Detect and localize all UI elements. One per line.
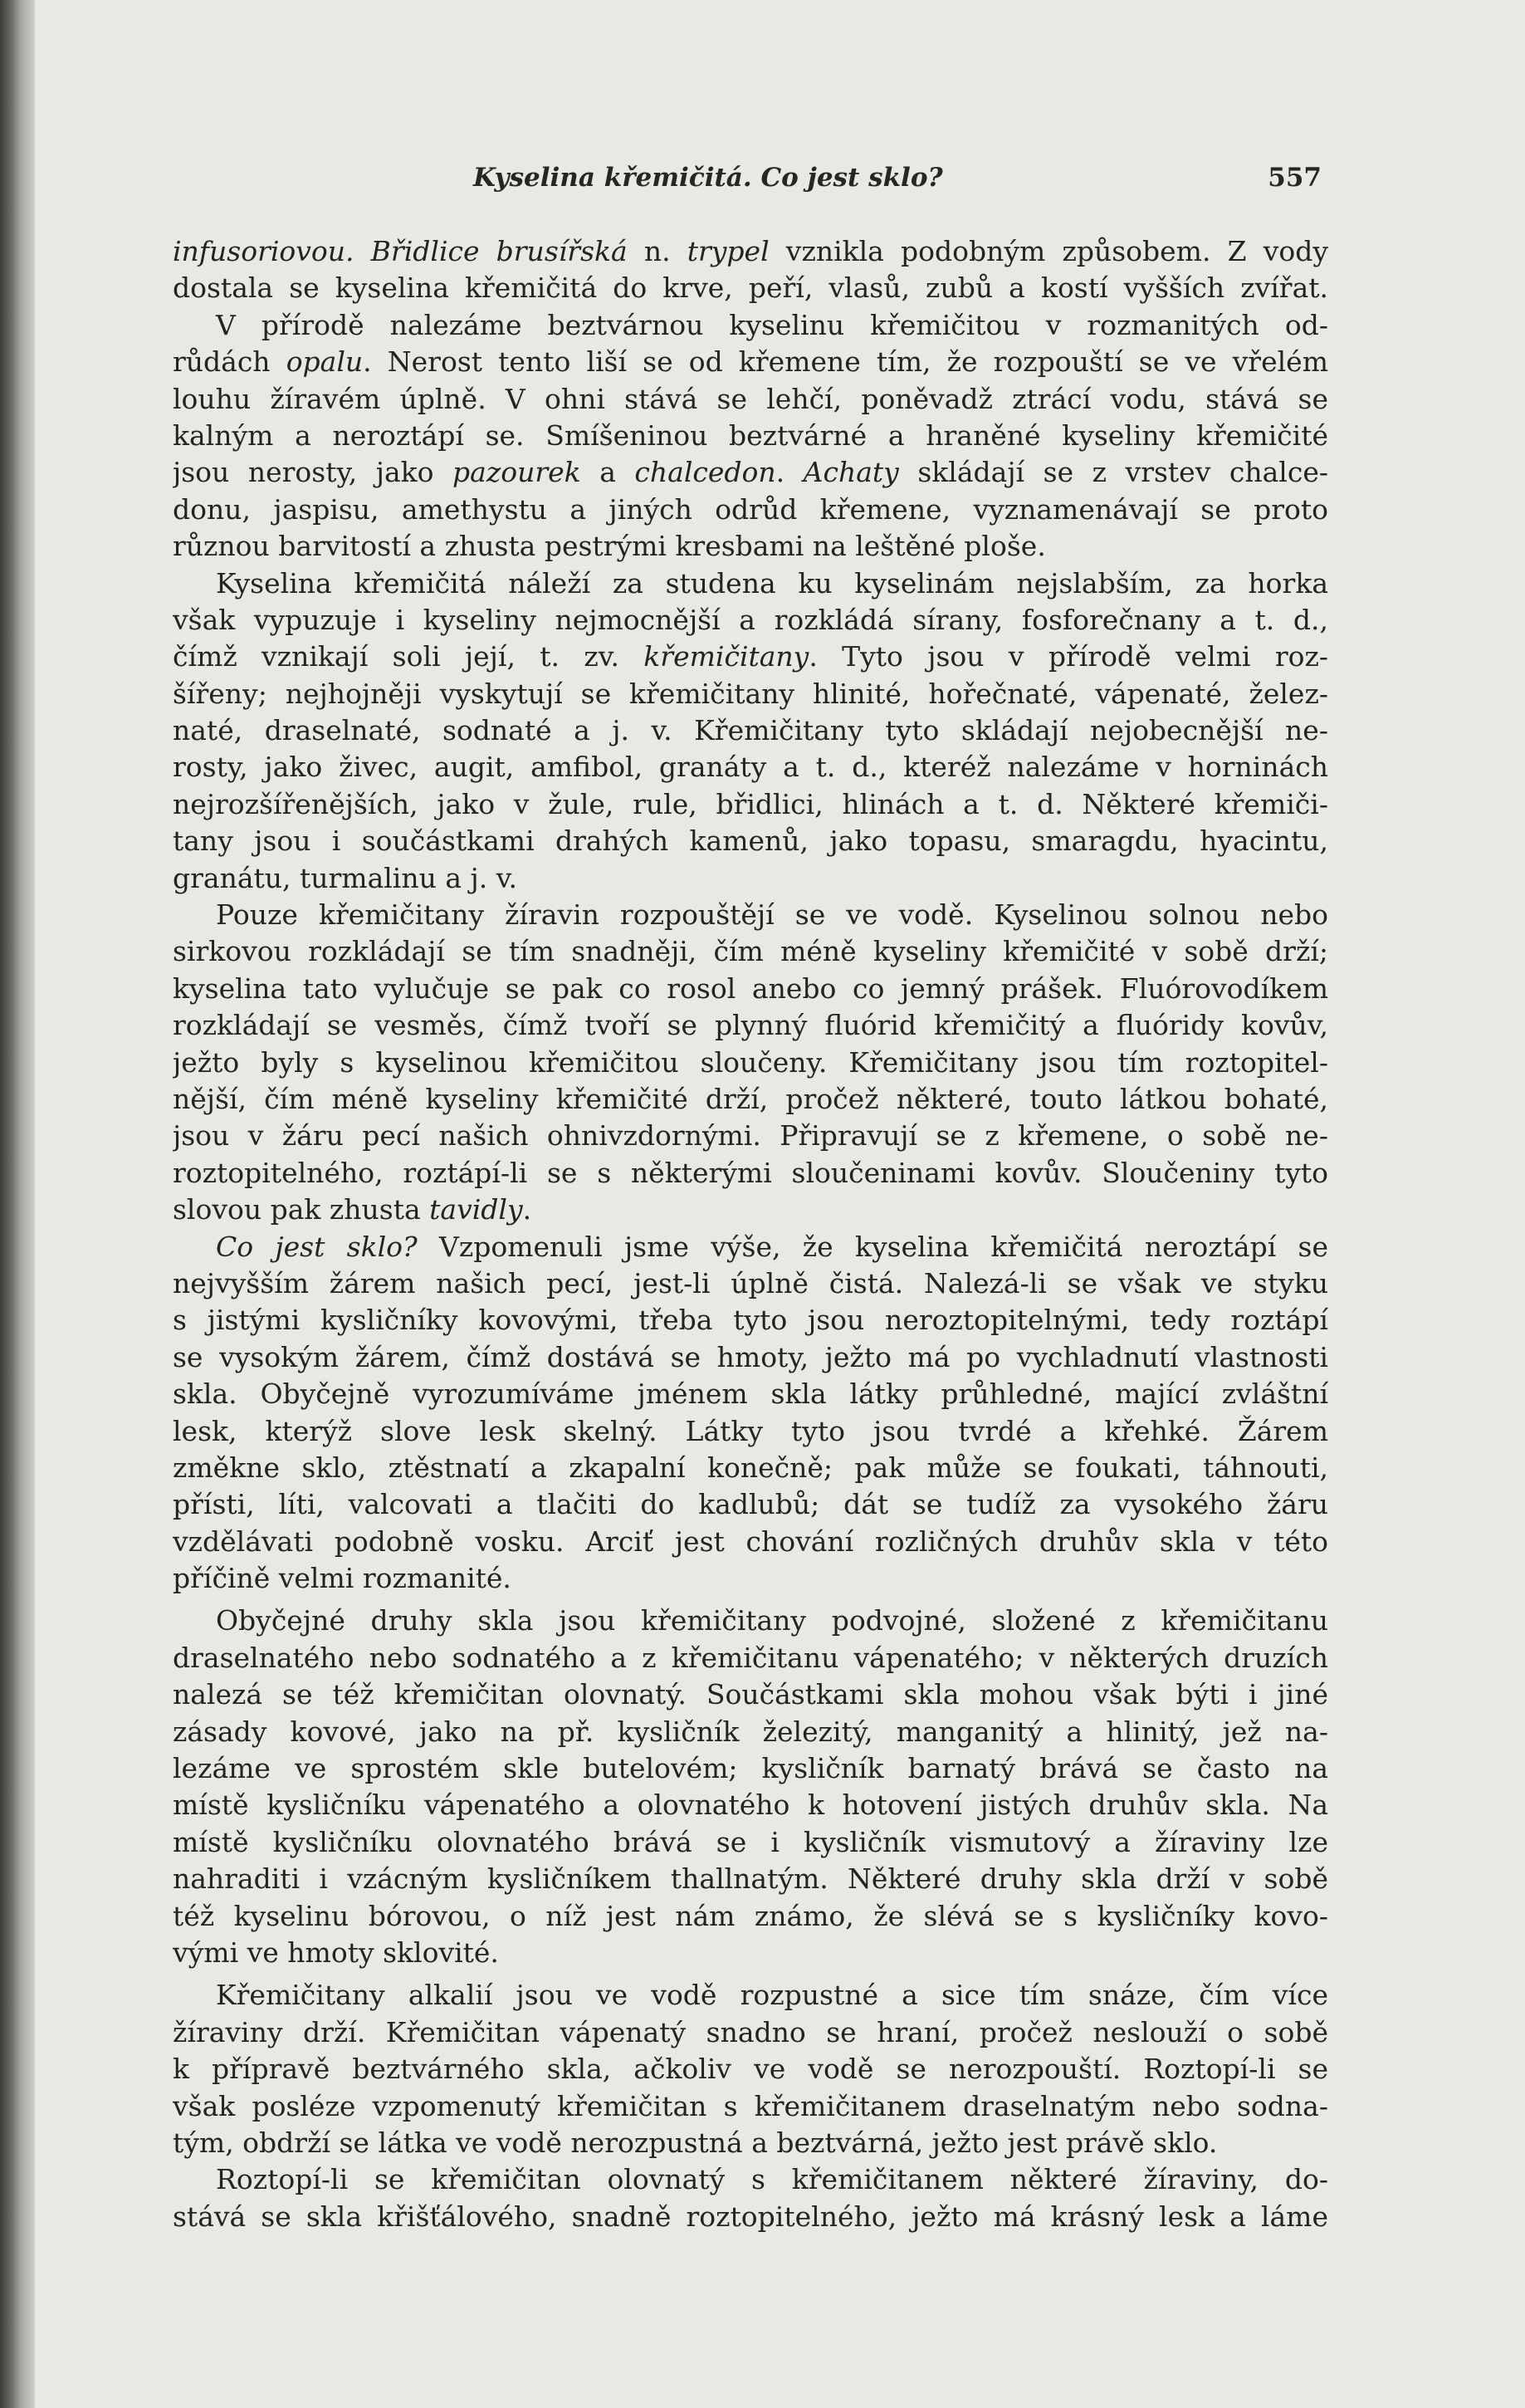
text-line: donu, jaspisu, amethystu a jiných odrůd křemene, vyznamenávají se proto — [173, 492, 1328, 526]
text-line: Pouze křemičitany žíravin rozpouštějí se ve vodě. Kyselinou solnou nebo — [216, 898, 1328, 932]
page-header — [473, 158, 1322, 198]
text-line: příčině velmi rozmanité. — [173, 1562, 511, 1595]
text-line: louhu žíravém úplně. V ohni stává se lehčí, poněvadž ztrácí vodu, stává se — [173, 382, 1328, 415]
text-line: vzdělávati podobně vosku. Arciť jest chování rozličných druhův skla v této — [173, 1525, 1328, 1558]
text-line: též kyselinu bórovou, o níž jest nám známo, že slévá se s kysličníky kovo- — [173, 1899, 1328, 1932]
text-line: lezáme ve sprostém skle butelovém; kysličník barnatý brává se často na — [173, 1752, 1328, 1785]
text-line: naté, draselnaté, sodnaté a j. v. Křemičitany tyto skládají nejobecnější ne- — [173, 714, 1328, 747]
page-number: 557 — [1268, 163, 1322, 193]
text-line: čímž vznikají soli její, t. zv. křemičitany. Tyto jsou v přírodě velmi roz- — [173, 640, 1328, 673]
text-line: tým, obdrží se látka ve vodě nerozpustná a beztvárná, ježto jest právě sklo. — [173, 2126, 1218, 2159]
text-line: místě kysličníku olovnatého brává se i kysličník vismutový a žíraviny lze — [173, 1825, 1328, 1858]
text-line: přísti, líti, valcovati a tlačiti do kadlubů; dát se tudíž za vysokého žáru — [173, 1488, 1328, 1521]
text-line: sirkovou rozkládají se tím snadněji, čím méně kyseliny křemičité v sobě drží; — [173, 935, 1328, 968]
text-line: skla. Obyčejně vyrozumíváme jménem skla látky průhledné, mající zvláštní — [173, 1378, 1328, 1411]
text-line: lesk, kterýž slove lesk skelný. Látky tyto jsou tvrdé a křehké. Žárem — [173, 1414, 1328, 1447]
text-line: V přírodě nalezáme beztvárnou kyselinu křemičitou v rozmanitých od- — [216, 308, 1328, 341]
text-line: rosty, jako živec, augit, amfibol, granáty a t. d., kteréž nalezáme v horninách — [173, 751, 1328, 784]
text-line: ježto byly s kyselinou křemičitou sloučeny. Křemičitany jsou tím roztopitel- — [173, 1045, 1328, 1079]
text-line: šířeny; nejhojněji vyskytují se křemičitany hlinité, hořečnaté, vápenaté, želez- — [173, 677, 1328, 710]
text-line: roztopitelného, roztápí-li se s některými sloučeninami kovův. Sloučeniny tyto — [173, 1156, 1328, 1189]
paragraph-1 — [173, 233, 1328, 307]
text-line: Obyčejné druhy skla jsou křemičitany podvojné, složené z křemičitanu — [216, 1604, 1328, 1637]
paragraph-8 — [173, 2161, 1328, 2235]
text-line: infusoriovou. Břidlice brusířská n. trypel vznikla podobným způsobem. Z vody — [173, 235, 1328, 267]
text-line: změkne sklo, ztěstnatí a zkapalní konečně; pak může se foukati, táhnouti, — [173, 1451, 1328, 1484]
paragraph-2 — [173, 307, 1328, 565]
paragraph-6 — [173, 1603, 1328, 1971]
text-line: nější, čím méně kyseliny křemičité drží, pročež některé, touto látkou bohaté, — [173, 1082, 1328, 1115]
text-line: však vypuzuje i kyseliny nejmocnější a rozkládá sírany, fosforečnany a t. d., — [173, 603, 1328, 636]
text-line: nalezá se též křemičitan olovnatý. Součástkami skla mohou však býti i jiné — [173, 1678, 1328, 1711]
text-line: Křemičitany alkalií jsou ve vodě rozpustné a sice tím snáze, čím více — [216, 1979, 1328, 2012]
paragraph-5 — [173, 1229, 1328, 1598]
text-line: však posléze vzpomenutý křemičitan s křemičitanem draselnatým nebo sodna- — [173, 2089, 1328, 2122]
text-line: dostala se kyselina křemičitá do krve, peří, vlasů, zubů a kostí vyšších zvířat. — [173, 272, 1328, 305]
text-line: stává se skla křišťálového, snadně roztopitelného, ježto má krásný lesk a láme — [173, 2200, 1328, 2233]
text-line: kyselina tato vylučuje se pak co rosol anebo co jemný prášek. Fluórovodíkem — [173, 972, 1328, 1005]
text-line: Kyselina křemičitá náleží za studena ku kyselinám nejslabším, za horka — [216, 566, 1328, 600]
text-line: Co jest sklo? Vzpomenuli jsme výše, že kyselina křemičitá neroztápí se — [216, 1230, 1328, 1263]
text-line: granátu, turmalinu a j. v. — [173, 861, 517, 894]
paragraph-4 — [173, 897, 1328, 1229]
text-line: nahraditi i vzácným kysličníkem thallnatým. Některé druhy skla drží v sobě — [173, 1862, 1328, 1896]
book-page — [35, 0, 1525, 2408]
text-line: nejvyšším žárem našich pecí, jest-li úplně čistá. Nalezá-li se však ve styku — [173, 1266, 1328, 1299]
text-line: vými ve hmoty sklovité. — [173, 1936, 499, 1969]
text-line: s jistými kysličníky kovovými, třeba tyto jsou neroztopitelnými, tedy roztápí — [173, 1304, 1328, 1337]
text-line: rozkládají se vesměs, čímž tvoří se plynný fluórid křemičitý a fluóridy kovův, — [173, 1009, 1328, 1042]
text-line: slovou pak zhusta tavidly. — [173, 1193, 532, 1226]
text-line: k přípravě beztvárného skla, ačkoliv ve vodě se nerozpouští. Roztopí-li se — [173, 2053, 1328, 2086]
text-line: Roztopí-li se křemičitan olovnatý s křemičitanem některé žíraviny, do- — [216, 2163, 1328, 2196]
text-line: žíraviny drží. Křemičitan vápenatý snadno se hraní, pročež neslouží o sobě — [173, 2015, 1328, 2048]
text-line: zásady kovové, jako na př. kysličník železitý, manganitý a hlinitý, jež na- — [173, 1715, 1328, 1748]
text-body — [173, 233, 1328, 2235]
text-line: jsou nerosty, jako pazourek a chalcedon. Achaty skládají se z vrstev chalce- — [173, 456, 1328, 489]
text-line: tany jsou i součástkami drahých kamenů, jako topasu, smaragdu, hyacintu, — [173, 825, 1328, 858]
text-line: draselnatého nebo sodnatého a z křemičitanu vápenatého; v některých druzích — [173, 1641, 1328, 1674]
text-line: kalným a neroztápí se. Smíšeninou beztvárné a hraněné kyseliny křemičité — [173, 418, 1328, 452]
text-line: růdách opalu. Nerost tento liší se od křemene tím, že rozpouští se ve vřelém — [173, 345, 1328, 379]
paragraph-7 — [173, 1977, 1328, 2161]
scan-shadow — [0, 0, 35, 2408]
text-line: místě kysličníku vápenatého a olovnatého k hotovení jistých druhův skla. Na — [173, 1789, 1328, 1822]
running-title: Kyselina křemičitá. Co jest sklo? — [473, 163, 943, 193]
text-line: jsou v žáru pecí našich ohnivzdornými. Připravují se z křemene, o sobě ne- — [173, 1119, 1328, 1153]
text-line: různou barvitostí a zhusta pestrými kresbami na leštěné ploše. — [173, 530, 1046, 563]
text-line: nejrozšířenějších, jako v žule, rule, břidlici, hlinách a t. d. Některé křemiči- — [173, 787, 1328, 820]
paragraph-3 — [173, 565, 1328, 898]
text-line: se vysokým žárem, čímž dostává se hmoty, ježto má po vychladnutí vlastnosti — [173, 1340, 1328, 1373]
